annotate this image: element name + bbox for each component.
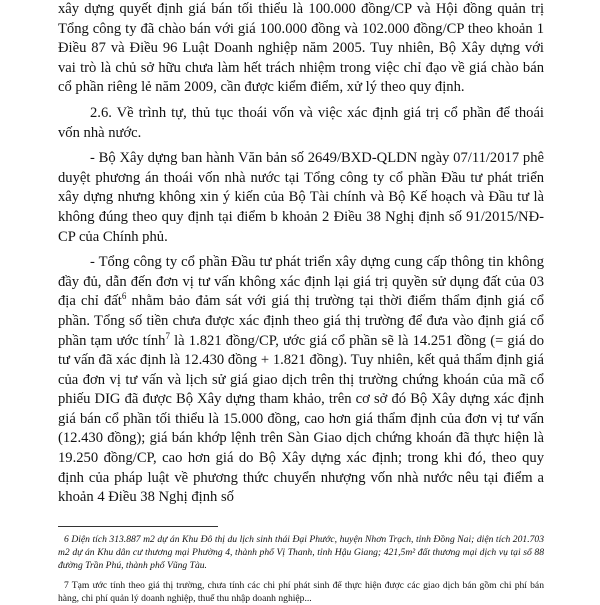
section-heading-2-6: 2.6. Về trình tự, thủ tục thoái vốn và việc xác định giá trị cổ phần để thoái vốn nhà nước. [58, 104, 544, 141]
document-body [58, 0, 544, 508]
paragraph-text-part: là 1.821 đồng/CP, ước giá cổ phần sẽ là 14.251 đồng (= giá do tư vấn đã xác định là 12.430 đồng + 1.821 đồng). Tuy nhiên, kết quả thẩm định giá của đơn vị tư vấn và lịch sử giá giao dịch trên thị trường chứng khoán của mã cổ phiếu DIG đã được Bộ Xây dựng tham khảo, trên cơ sở đó Bộ Xây dựng xác định giá bán cổ phần tối thiểu là 15.000 đồng, cao hơn giá thẩm định của đơn vị tư vấn (12.430 đồng); giá bán khớp lệnh trên Sàn Giao dịch chứng khoán đã thực hiện là 19.250 đồng/CP, cao hơn giá do Bộ Xây dựng xác định; trong khi đó, theo quy định của pháp luật về phương thức chuyển nhượng vốn nhà nước nêu tại điểm a khoản 4 Điều 38 Nghị định số [58, 332, 544, 506]
footnote-ref-6: 6 [121, 291, 127, 302]
footnote-ref-7: 7 [165, 330, 170, 341]
footnotes [58, 533, 544, 605]
footnote-6: 6 Diện tích 313.887 m2 dự án Khu Đô thị du lịch sinh thái Đại Phước, huyện Nhơn Trạch, tỉnh Đồng Nai; diện tích 201.703 m2 dự án Khu dân cư thương mại Phường 4, thành phố Vị Thanh, tỉnh Hậu Giang; 421,5m² đất thương mại dịch vụ tại số 88 đường Trần Phú, thành phố Vũng Tàu. [58, 533, 544, 571]
paragraph-text-part: nhằm bảo đảm sát với giá thị trường tại thời điểm thẩm định giá cổ phần. Tổng số tiền chưa được xác định theo giá thị trường để đưa vào định giá cổ phần tạm ước tính [58, 293, 544, 349]
footnote-7: 7 Tạm ước tính theo giá thị trường, chưa tính các chi phí phát sinh để thực hiện được các giao dịch bán gồm chi phí bán hàng, chi phí quản lý doanh nghiệp, thuế thu nhập doanh nghiệp... [58, 579, 544, 604]
paragraph-intro-continued: xây dựng quyết định giá bán tối thiểu là 100.000 đồng/CP và Hội đồng quản trị Tổng công ty đã chào bán với giá 100.000 đồng và 102.000 đồng/CP theo khoản 1 Điều 87 và Điều 96 Luật Doanh nghiệp năm 2005. Tuy nhiên, Bộ Xây dựng với vai trò là chủ sở hữu chưa làm hết trách nhiệm trong việc chỉ đạo về giá chào bán cổ phần riêng lẻ năm 2009, cần được kiểm điểm, xử lý theo quy định. [58, 1, 544, 96]
paragraph-bullet-approval: - Bộ Xây dựng ban hành Văn bản số 2649/BXD-QLDN ngày 07/11/2017 phê duyệt phương án thoái vốn nhà nước tại Tổng công ty cổ phần Đầu tư phát triển xây dựng nhưng không xin ý kiến của Bộ Tài chính và Bộ Kế hoạch và Đầu tư là không đúng theo quy định tại điểm b khoản 2 Điều 38 Nghị định số 91/2015/NĐ-CP của Chính phủ. [58, 150, 544, 245]
footnote-divider [58, 526, 218, 527]
paragraph-text-part: - Tổng công ty cổ phần Đầu tư phát triển xây dựng cung cấp thông tin không đầy đủ, dẫn đến đơn vị tư vấn không xác định lại giá trị quyền sử dụng đất của 03 địa chỉ đất [58, 254, 544, 310]
paragraph-bullet-valuation [58, 253, 544, 508]
